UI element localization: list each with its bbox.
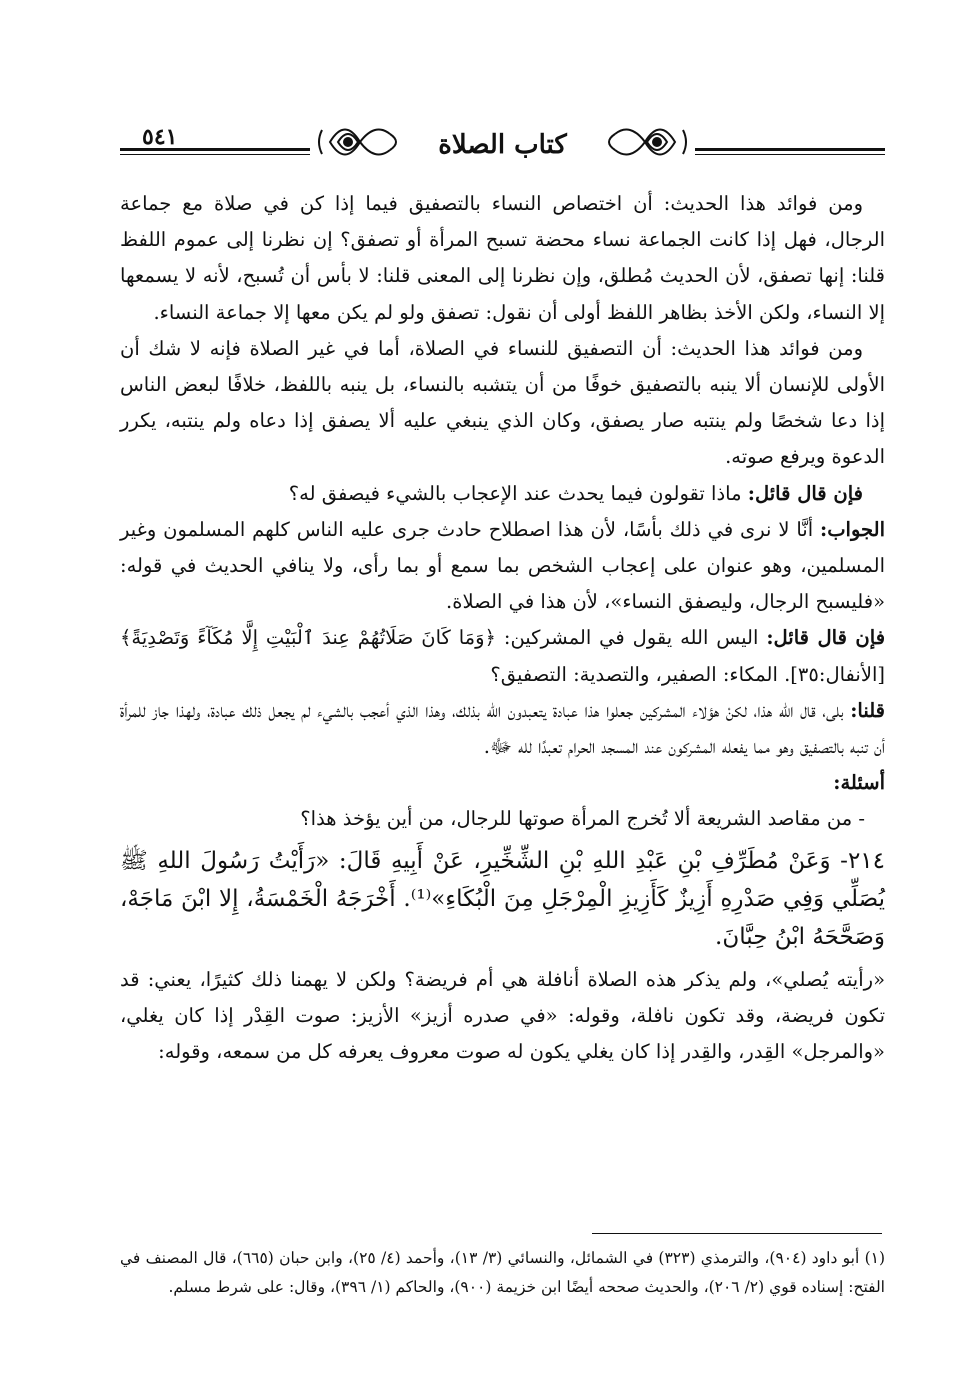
page-header <box>120 112 885 182</box>
paragraph: ومن فوائد هذا الحديث: أن اختصاص النساء بالتصفيق فيما إذا كن في صلاة مع جماعة الرجال، فهل إذا كانت الجماعة نساء محضة تسبح المرأة أو تصفق؟ إن نظرنا إلى عموم اللفظ قلنا: إنها تصفق، لأن الحديث مُطلق، وإن نظرنا إلى المعنى قلنا: لا بأس أن تُسبح، لأنه لا يسمعها إلا النساء، ولكن الأخذ بظاهر اللفظ أولى أن نقول: تصفق ولو لم يكن معها إلا جماعة النساء. <box>120 192 885 324</box>
paragraph-lead: فإن قال قائل: <box>766 626 886 650</box>
hadith-text: ٢١٤- وَعَنْ مُطَرِّفِ بْنِ عَبْدِ اللهِ بْنِ الشِّخِّيرِ، عَنْ أَبِيهِ قَالَ: «رَأَيْتُ رَسُولَ اللهِ ﷺ يُصَلِّي وَفِي صَدْرِهِ أَزِيزٌ كَأَزِيزِ الْمِرْجَلِ مِنَ الْبُكَاءِ»⁽¹⁾. أَخْرَجَهُ الْخَمْسَةُ، إِلا ابْنَ مَاجَهْ، وَصَحَّحَهُ ابْنُ حِبَّانَ. <box>120 847 885 950</box>
footnote-divider <box>592 1233 882 1234</box>
running-title: كتاب الصلاة <box>438 130 567 160</box>
paragraph-text: ماذا تقولون فيما يحدث عند الإعجاب بالشيء فيصفق له؟ <box>288 481 742 505</box>
paragraph <box>120 620 885 692</box>
paragraph <box>120 693 885 765</box>
paragraph-lead: الجواب: <box>820 517 885 541</box>
main-text <box>120 186 885 1070</box>
footnotes <box>120 1244 885 1302</box>
footnote-item: (١) أبو داود (٩٠٤)، والترمذي (٣٢٣) في الشمائل، والنسائي (٣/ ١٣)، وأحمد (٤/ ٢٥)، وابن حبان (٦٦٥)، قال المصنف في الفتح: إسناده قوي (٢/ ٢٠٦)، والحديث صححه أيضًا ابن خزيمة (٩٠٠)، والحاكم (١/ ٣٩٦)، وقال: على شرط مسلم. <box>120 1249 886 1296</box>
questions-heading: أسئلة: <box>833 771 885 795</box>
paragraph: «رأيته يُصلي»، ولم يذكر هذه الصلاة أنافلة هي أم فريضة؟ ولكن لا يهمنا ذلك كثيرًا، يعني: قد تكون فريضة، وقد تكون نافلة، وقوله: «في صدره أزيز» الأزيز: صوت القِدْر إذا كان يغلي، «والمرجل» القِدر، والقِدر إذا كان يغلي يكون له صوت معروف يعرفه كل من سمعه، وقوله: <box>120 967 885 1064</box>
paragraph <box>120 512 885 621</box>
paragraph <box>120 476 885 512</box>
paragraph: ومن فوائد هذا الحديث: أن التصفيق للنساء في الصلاة، أما في غير الصلاة فإنه لا شك أن الأولى للإنسان ألا ينبه بالتصفيق خوفًا من أن يتشبه بالنساء، بل ينبه باللفظ، خلافًا لبعض الناس إذا دعا شخصًا ولم ينتبه صار يصفق، وكان الذي ينبغي عليه ألا يصفق إذا دعاه ولم ينتبه، يكرر الدعوة ويرفع صوته. <box>120 336 885 469</box>
paragraph-text: بلى، قال الله هذا، لكنْ هؤلاء المشركين جعلوا هذا عبادة يتعبدون الله بذلك، وهذا الذي أعجب بالشيء لم يجعل ذلك عبادة، ولهذا جاز للمرأة أن تنبه بالتصفيق وهو مما يفعله المشركون عند المسجد الحرام تعبدًا لله ﷻ. <box>120 698 885 759</box>
paragraph-lead: قلنا: <box>850 698 885 722</box>
paragraph-text: أنَّا لا نرى في ذلك بأسًا، لأن هذا اصطلاح حادث جرى عليه الناس كلهم المسلمون وغير المسلمين، وهو عنوان على إعجاب الشخص بما سمع أو بما رأى، ولا ينافي الحديث في قوله: «فليسبح الرجال، وليصفق النساء»، لأن هذا في الصلاة. <box>120 517 885 614</box>
paragraph-text: اليس الله يقول في المشركين: ﴿وَمَا كَانَ صَلَاتُهُمْ عِندَ ٱلْبَيْتِ إِلَّا مُكَآءً وَتَصْدِيَةً﴾ [الأنفال:٣٥]. المكاء: الصفير، والتصدية: التصفيق؟ <box>120 626 885 686</box>
question-item: - من مقاصد الشريعة ألا تُخرج المرأة صوتها للرجال، من أين يؤخذ هذا؟ <box>300 807 865 831</box>
page-number: ٥٤١ <box>142 124 178 150</box>
paragraph-lead: فإن قال قائل: <box>747 481 863 505</box>
